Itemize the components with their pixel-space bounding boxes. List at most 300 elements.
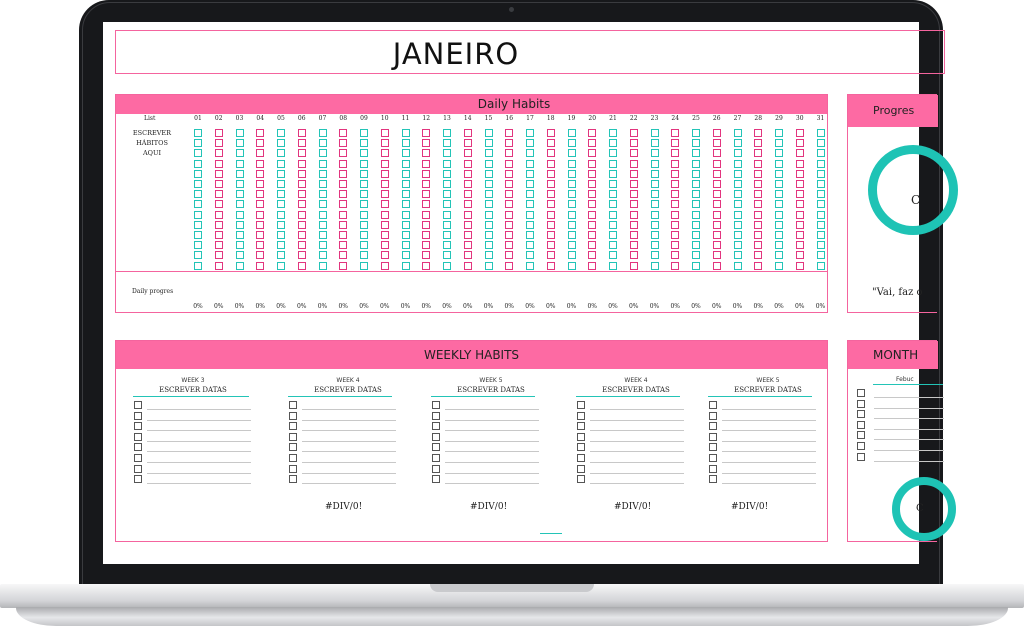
habit-checkbox[interactable] xyxy=(505,180,513,188)
habit-checkbox[interactable] xyxy=(568,241,576,249)
weekly-habit-line[interactable] xyxy=(722,462,816,463)
habit-checkbox[interactable] xyxy=(236,160,244,168)
habit-checkbox[interactable] xyxy=(277,231,285,239)
habit-checkbox[interactable] xyxy=(298,129,306,137)
habit-checkbox[interactable] xyxy=(339,170,347,178)
habit-checkbox[interactable] xyxy=(236,129,244,137)
habit-checkbox[interactable] xyxy=(319,200,327,208)
habit-checkbox[interactable] xyxy=(526,190,534,198)
habit-checkbox[interactable] xyxy=(319,231,327,239)
habit-checkbox[interactable] xyxy=(339,221,347,229)
habit-checkbox[interactable] xyxy=(194,170,202,178)
habit-checkbox[interactable] xyxy=(692,149,700,157)
habit-checkbox[interactable] xyxy=(588,149,596,157)
weekly-checkbox[interactable] xyxy=(577,443,585,451)
habit-checkbox[interactable] xyxy=(236,170,244,178)
habit-checkbox[interactable] xyxy=(692,231,700,239)
habit-checkbox[interactable] xyxy=(692,180,700,188)
habit-checkbox[interactable] xyxy=(526,262,534,270)
habit-checkbox[interactable] xyxy=(256,170,264,178)
habit-checkbox[interactable] xyxy=(277,149,285,157)
habit-checkbox[interactable] xyxy=(485,129,493,137)
habit-checkbox[interactable] xyxy=(547,149,555,157)
weekly-habit-line[interactable] xyxy=(302,483,396,484)
habit-checkbox[interactable] xyxy=(194,221,202,229)
habit-checkbox[interactable] xyxy=(609,149,617,157)
habit-checkbox[interactable] xyxy=(485,221,493,229)
habit-checkbox[interactable] xyxy=(422,190,430,198)
habit-checkbox[interactable] xyxy=(609,170,617,178)
monthly-habit-line[interactable] xyxy=(874,408,944,409)
habit-checkbox[interactable] xyxy=(277,211,285,219)
habit-checkbox[interactable] xyxy=(588,190,596,198)
habit-checkbox[interactable] xyxy=(568,231,576,239)
habit-checkbox[interactable] xyxy=(796,251,804,259)
habit-checkbox[interactable] xyxy=(754,160,762,168)
habit-checkbox[interactable] xyxy=(339,149,347,157)
habit-checkbox[interactable] xyxy=(298,262,306,270)
habit-checkbox[interactable] xyxy=(734,221,742,229)
habit-checkbox[interactable] xyxy=(236,221,244,229)
habit-checkbox[interactable] xyxy=(485,139,493,147)
habit-checkbox[interactable] xyxy=(505,211,513,219)
habit-checkbox[interactable] xyxy=(526,180,534,188)
habit-checkbox[interactable] xyxy=(360,211,368,219)
habit-checkbox[interactable] xyxy=(568,251,576,259)
habit-checkbox[interactable] xyxy=(630,160,638,168)
weekly-habit-line[interactable] xyxy=(147,462,251,463)
habit-checkbox[interactable] xyxy=(443,190,451,198)
habit-checkbox[interactable] xyxy=(651,129,659,137)
habit-checkbox[interactable] xyxy=(256,262,264,270)
habit-checkbox[interactable] xyxy=(671,170,679,178)
habit-checkbox[interactable] xyxy=(630,262,638,270)
habit-checkbox[interactable] xyxy=(568,149,576,157)
habit-checkbox[interactable] xyxy=(339,211,347,219)
habit-checkbox[interactable] xyxy=(734,160,742,168)
habit-checkbox[interactable] xyxy=(236,241,244,249)
habit-checkbox[interactable] xyxy=(775,251,783,259)
habit-checkbox[interactable] xyxy=(692,251,700,259)
habit-checkbox[interactable] xyxy=(360,241,368,249)
habit-checkbox[interactable] xyxy=(775,149,783,157)
habit-checkbox[interactable] xyxy=(256,251,264,259)
weekly-checkbox[interactable] xyxy=(289,465,297,473)
habit-checkbox[interactable] xyxy=(547,190,555,198)
habit-checkbox[interactable] xyxy=(277,180,285,188)
habit-checkbox[interactable] xyxy=(402,200,410,208)
habit-checkbox[interactable] xyxy=(651,170,659,178)
habit-checkbox[interactable] xyxy=(256,180,264,188)
monthly-habit-line[interactable] xyxy=(874,429,944,430)
habit-checkbox[interactable] xyxy=(485,231,493,239)
habit-checkbox[interactable] xyxy=(381,251,389,259)
habit-checkbox[interactable] xyxy=(422,231,430,239)
habit-checkbox[interactable] xyxy=(236,190,244,198)
habit-checkbox[interactable] xyxy=(817,262,825,270)
habit-checkbox[interactable] xyxy=(215,129,223,137)
habit-checkbox[interactable] xyxy=(609,200,617,208)
habit-checkbox[interactable] xyxy=(692,160,700,168)
habit-checkbox[interactable] xyxy=(298,241,306,249)
habit-checkbox[interactable] xyxy=(381,170,389,178)
habit-checkbox[interactable] xyxy=(796,262,804,270)
habit-checkbox[interactable] xyxy=(339,160,347,168)
habit-checkbox[interactable] xyxy=(505,170,513,178)
weekly-checkbox[interactable] xyxy=(577,412,585,420)
weekly-checkbox[interactable] xyxy=(432,443,440,451)
habit-checkbox[interactable] xyxy=(775,170,783,178)
habit-checkbox[interactable] xyxy=(505,139,513,147)
habit-checkbox[interactable] xyxy=(381,241,389,249)
habit-checkbox[interactable] xyxy=(422,251,430,259)
habit-checkbox[interactable] xyxy=(651,180,659,188)
habit-checkbox[interactable] xyxy=(277,200,285,208)
habit-checkbox[interactable] xyxy=(630,221,638,229)
habit-checkbox[interactable] xyxy=(215,170,223,178)
monthly-habit-line[interactable] xyxy=(874,450,944,451)
weekly-checkbox[interactable] xyxy=(577,454,585,462)
weekly-checkbox[interactable] xyxy=(134,422,142,430)
habit-checkbox[interactable] xyxy=(215,241,223,249)
habit-checkbox[interactable] xyxy=(775,200,783,208)
habit-checkbox[interactable] xyxy=(360,180,368,188)
week-dates[interactable]: ESCREVER DATAS xyxy=(314,386,382,394)
habit-checkbox[interactable] xyxy=(713,221,721,229)
habit-checkbox[interactable] xyxy=(630,149,638,157)
weekly-habit-line[interactable] xyxy=(147,441,251,442)
habit-checkbox[interactable] xyxy=(381,200,389,208)
habit-checkbox[interactable] xyxy=(817,221,825,229)
habit-checkbox[interactable] xyxy=(485,200,493,208)
weekly-checkbox[interactable] xyxy=(134,412,142,420)
habit-checkbox[interactable] xyxy=(734,241,742,249)
weekly-checkbox[interactable] xyxy=(134,475,142,483)
habit-checkbox[interactable] xyxy=(754,251,762,259)
habit-checkbox[interactable] xyxy=(443,251,451,259)
habit-checkbox[interactable] xyxy=(319,190,327,198)
monthly-habit-line[interactable] xyxy=(874,397,944,398)
habit-checkbox[interactable] xyxy=(505,200,513,208)
habit-checkbox[interactable] xyxy=(713,231,721,239)
habit-checkbox[interactable] xyxy=(319,139,327,147)
habit-checkbox[interactable] xyxy=(464,262,472,270)
habit-checkbox[interactable] xyxy=(817,149,825,157)
habit-checkbox[interactable] xyxy=(692,190,700,198)
habit-checkbox[interactable] xyxy=(381,149,389,157)
habit-checkbox[interactable] xyxy=(443,241,451,249)
weekly-checkbox[interactable] xyxy=(577,401,585,409)
habit-checkbox[interactable] xyxy=(485,251,493,259)
habit-checkbox[interactable] xyxy=(339,180,347,188)
habit-checkbox[interactable] xyxy=(402,149,410,157)
habit-checkbox[interactable] xyxy=(194,139,202,147)
habit-checkbox[interactable] xyxy=(402,241,410,249)
habit-checkbox[interactable] xyxy=(381,139,389,147)
habit-checkbox[interactable] xyxy=(526,231,534,239)
habit-checkbox[interactable] xyxy=(671,139,679,147)
habit-checkbox[interactable] xyxy=(817,160,825,168)
habit-checkbox[interactable] xyxy=(817,170,825,178)
habit-checkbox[interactable] xyxy=(194,241,202,249)
habit-checkbox[interactable] xyxy=(422,180,430,188)
weekly-habit-line[interactable] xyxy=(302,430,396,431)
habit-checkbox[interactable] xyxy=(651,149,659,157)
habit-checkbox[interactable] xyxy=(588,160,596,168)
habit-checkbox[interactable] xyxy=(505,149,513,157)
habit-checkbox[interactable] xyxy=(734,129,742,137)
habit-checkbox[interactable] xyxy=(443,139,451,147)
habit-checkbox[interactable] xyxy=(298,231,306,239)
habit-checkbox[interactable] xyxy=(277,241,285,249)
habit-checkbox[interactable] xyxy=(505,241,513,249)
habit-checkbox[interactable] xyxy=(526,149,534,157)
habit-checkbox[interactable] xyxy=(547,211,555,219)
habit-checkbox[interactable] xyxy=(713,139,721,147)
habit-checkbox[interactable] xyxy=(692,221,700,229)
habit-checkbox[interactable] xyxy=(796,190,804,198)
habit-checkbox[interactable] xyxy=(464,190,472,198)
week-dates[interactable]: ESCREVER DATAS xyxy=(734,386,802,394)
habit-checkbox[interactable] xyxy=(651,262,659,270)
habit-checkbox[interactable] xyxy=(754,139,762,147)
habit-checkbox[interactable] xyxy=(754,231,762,239)
habit-checkbox[interactable] xyxy=(339,129,347,137)
weekly-habit-line[interactable] xyxy=(147,430,251,431)
habit-checkbox[interactable] xyxy=(734,149,742,157)
habit-checkbox[interactable] xyxy=(319,129,327,137)
habit-checkbox[interactable] xyxy=(713,180,721,188)
weekly-checkbox[interactable] xyxy=(577,422,585,430)
habit-checkbox[interactable] xyxy=(422,241,430,249)
habit-checkbox[interactable] xyxy=(505,129,513,137)
weekly-habit-line[interactable] xyxy=(147,451,251,452)
habit-checkbox[interactable] xyxy=(588,241,596,249)
habit-checkbox[interactable] xyxy=(298,149,306,157)
habit-checkbox[interactable] xyxy=(236,180,244,188)
habit-checkbox[interactable] xyxy=(609,262,617,270)
weekly-checkbox[interactable] xyxy=(709,412,717,420)
habit-checkbox[interactable] xyxy=(651,221,659,229)
habit-checkbox[interactable] xyxy=(547,221,555,229)
habit-checkbox[interactable] xyxy=(194,149,202,157)
habit-checkbox[interactable] xyxy=(505,190,513,198)
habit-placeholder-line[interactable]: HÁBITOS xyxy=(136,139,168,147)
habit-checkbox[interactable] xyxy=(215,262,223,270)
habit-checkbox[interactable] xyxy=(754,221,762,229)
habit-checkbox[interactable] xyxy=(588,262,596,270)
weekly-checkbox[interactable] xyxy=(134,443,142,451)
habit-checkbox[interactable] xyxy=(194,160,202,168)
weekly-habit-line[interactable] xyxy=(445,451,539,452)
habit-checkbox[interactable] xyxy=(256,149,264,157)
habit-checkbox[interactable] xyxy=(692,241,700,249)
habit-checkbox[interactable] xyxy=(775,211,783,219)
habit-checkbox[interactable] xyxy=(547,139,555,147)
habit-checkbox[interactable] xyxy=(402,221,410,229)
habit-checkbox[interactable] xyxy=(692,139,700,147)
habit-checkbox[interactable] xyxy=(298,211,306,219)
week-dates[interactable]: ESCREVER DATAS xyxy=(602,386,670,394)
habit-checkbox[interactable] xyxy=(651,190,659,198)
weekly-habit-line[interactable] xyxy=(147,483,251,484)
habit-checkbox[interactable] xyxy=(630,200,638,208)
habit-checkbox[interactable] xyxy=(734,190,742,198)
weekly-habit-line[interactable] xyxy=(445,473,539,474)
habit-checkbox[interactable] xyxy=(402,170,410,178)
habit-checkbox[interactable] xyxy=(588,231,596,239)
weekly-habit-line[interactable] xyxy=(722,473,816,474)
habit-checkbox[interactable] xyxy=(588,211,596,219)
habit-checkbox[interactable] xyxy=(713,241,721,249)
habit-checkbox[interactable] xyxy=(319,221,327,229)
weekly-habit-line[interactable] xyxy=(445,409,539,410)
habit-checkbox[interactable] xyxy=(194,231,202,239)
habit-checkbox[interactable] xyxy=(671,262,679,270)
habit-checkbox[interactable] xyxy=(422,170,430,178)
monthly-checkbox[interactable] xyxy=(857,431,865,439)
habit-checkbox[interactable] xyxy=(671,211,679,219)
habit-checkbox[interactable] xyxy=(464,149,472,157)
habit-checkbox[interactable] xyxy=(339,231,347,239)
habit-checkbox[interactable] xyxy=(568,160,576,168)
habit-checkbox[interactable] xyxy=(381,231,389,239)
habit-checkbox[interactable] xyxy=(464,231,472,239)
habit-checkbox[interactable] xyxy=(464,160,472,168)
monthly-habit-line[interactable] xyxy=(874,418,944,419)
weekly-habit-line[interactable] xyxy=(590,473,684,474)
habit-checkbox[interactable] xyxy=(339,200,347,208)
habit-checkbox[interactable] xyxy=(630,129,638,137)
habit-checkbox[interactable] xyxy=(277,190,285,198)
habit-checkbox[interactable] xyxy=(381,129,389,137)
habit-checkbox[interactable] xyxy=(277,221,285,229)
habit-checkbox[interactable] xyxy=(194,180,202,188)
habit-checkbox[interactable] xyxy=(547,180,555,188)
habit-checkbox[interactable] xyxy=(796,221,804,229)
weekly-checkbox[interactable] xyxy=(289,401,297,409)
habit-checkbox[interactable] xyxy=(796,200,804,208)
weekly-checkbox[interactable] xyxy=(289,433,297,441)
habit-checkbox[interactable] xyxy=(402,231,410,239)
habit-checkbox[interactable] xyxy=(215,200,223,208)
weekly-checkbox[interactable] xyxy=(134,454,142,462)
habit-checkbox[interactable] xyxy=(796,160,804,168)
habit-checkbox[interactable] xyxy=(671,231,679,239)
habit-checkbox[interactable] xyxy=(402,211,410,219)
habit-checkbox[interactable] xyxy=(775,160,783,168)
habit-checkbox[interactable] xyxy=(319,160,327,168)
monthly-checkbox[interactable] xyxy=(857,410,865,418)
weekly-habit-line[interactable] xyxy=(590,420,684,421)
weekly-habit-line[interactable] xyxy=(302,420,396,421)
habit-checkbox[interactable] xyxy=(194,211,202,219)
habit-checkbox[interactable] xyxy=(319,251,327,259)
habit-checkbox[interactable] xyxy=(526,129,534,137)
habit-checkbox[interactable] xyxy=(588,180,596,188)
weekly-checkbox[interactable] xyxy=(289,475,297,483)
habit-checkbox[interactable] xyxy=(796,170,804,178)
habit-checkbox[interactable] xyxy=(526,200,534,208)
weekly-habit-line[interactable] xyxy=(445,483,539,484)
habit-checkbox[interactable] xyxy=(734,251,742,259)
habit-checkbox[interactable] xyxy=(630,231,638,239)
habit-checkbox[interactable] xyxy=(754,129,762,137)
weekly-checkbox[interactable] xyxy=(709,465,717,473)
habit-checkbox[interactable] xyxy=(630,139,638,147)
monthly-checkbox[interactable] xyxy=(857,453,865,461)
habit-checkbox[interactable] xyxy=(713,211,721,219)
habit-checkbox[interactable] xyxy=(443,149,451,157)
habit-checkbox[interactable] xyxy=(609,129,617,137)
weekly-habit-line[interactable] xyxy=(445,420,539,421)
habit-checkbox[interactable] xyxy=(588,139,596,147)
habit-checkbox[interactable] xyxy=(817,241,825,249)
habit-checkbox[interactable] xyxy=(734,139,742,147)
habit-checkbox[interactable] xyxy=(651,251,659,259)
habit-checkbox[interactable] xyxy=(402,262,410,270)
habit-checkbox[interactable] xyxy=(319,170,327,178)
habit-checkbox[interactable] xyxy=(402,160,410,168)
habit-checkbox[interactable] xyxy=(817,211,825,219)
habit-checkbox[interactable] xyxy=(671,149,679,157)
habit-checkbox[interactable] xyxy=(402,129,410,137)
habit-checkbox[interactable] xyxy=(754,200,762,208)
weekly-checkbox[interactable] xyxy=(289,412,297,420)
habit-checkbox[interactable] xyxy=(775,180,783,188)
habit-checkbox[interactable] xyxy=(526,170,534,178)
habit-checkbox[interactable] xyxy=(464,241,472,249)
monthly-checkbox[interactable] xyxy=(857,421,865,429)
habit-checkbox[interactable] xyxy=(298,139,306,147)
weekly-habit-line[interactable] xyxy=(302,451,396,452)
habit-checkbox[interactable] xyxy=(671,180,679,188)
habit-checkbox[interactable] xyxy=(443,160,451,168)
habit-checkbox[interactable] xyxy=(754,149,762,157)
weekly-habit-line[interactable] xyxy=(147,473,251,474)
habit-checkbox[interactable] xyxy=(671,160,679,168)
habit-checkbox[interactable] xyxy=(526,139,534,147)
habit-checkbox[interactable] xyxy=(298,180,306,188)
habit-checkbox[interactable] xyxy=(256,160,264,168)
habit-checkbox[interactable] xyxy=(734,262,742,270)
habit-checkbox[interactable] xyxy=(464,139,472,147)
habit-checkbox[interactable] xyxy=(381,211,389,219)
habit-checkbox[interactable] xyxy=(443,211,451,219)
habit-checkbox[interactable] xyxy=(588,221,596,229)
habit-checkbox[interactable] xyxy=(381,221,389,229)
habit-checkbox[interactable] xyxy=(609,241,617,249)
habit-checkbox[interactable] xyxy=(671,129,679,137)
habit-checkbox[interactable] xyxy=(505,251,513,259)
habit-checkbox[interactable] xyxy=(215,251,223,259)
habit-checkbox[interactable] xyxy=(671,241,679,249)
weekly-checkbox[interactable] xyxy=(289,443,297,451)
weekly-checkbox[interactable] xyxy=(709,475,717,483)
habit-placeholder-line[interactable]: AQUI xyxy=(142,149,162,157)
habit-checkbox[interactable] xyxy=(671,200,679,208)
habit-checkbox[interactable] xyxy=(256,200,264,208)
habit-checkbox[interactable] xyxy=(796,211,804,219)
habit-checkbox[interactable] xyxy=(402,190,410,198)
habit-checkbox[interactable] xyxy=(443,129,451,137)
monthly-habit-line[interactable] xyxy=(874,439,944,440)
habit-checkbox[interactable] xyxy=(360,262,368,270)
habit-checkbox[interactable] xyxy=(713,200,721,208)
habit-checkbox[interactable] xyxy=(360,149,368,157)
habit-checkbox[interactable] xyxy=(547,200,555,208)
habit-checkbox[interactable] xyxy=(215,221,223,229)
